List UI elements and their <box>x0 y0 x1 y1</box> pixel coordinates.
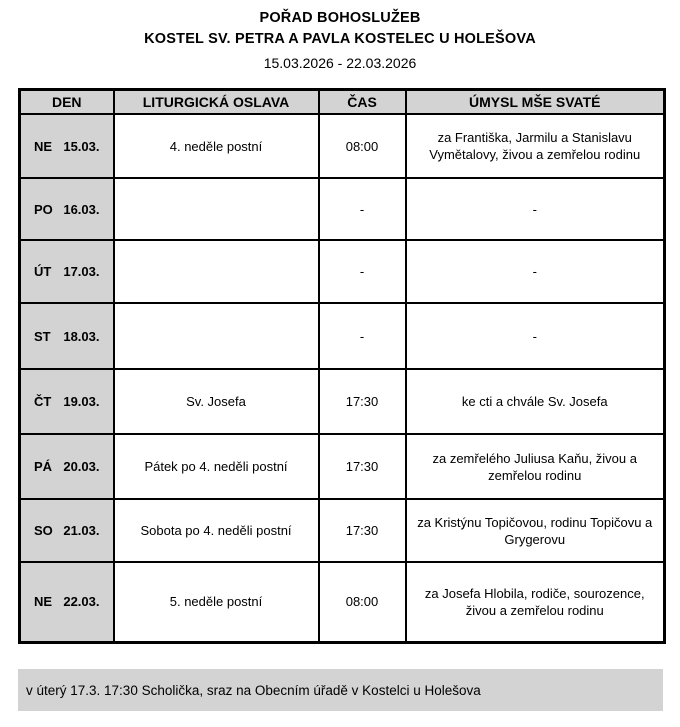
day-cell <box>20 562 114 642</box>
intention-cell: za Josefa Hlobila, rodiče, sourozence, živou a zemřelou rodinu <box>406 562 665 642</box>
celebration-cell <box>114 303 319 369</box>
celebration-cell: Pátek po 4. neděli postní <box>114 434 319 499</box>
day-date: 21.03. <box>63 523 100 538</box>
table-row <box>20 303 665 369</box>
day-cell <box>20 434 114 499</box>
time-cell: 08:00 <box>319 114 406 178</box>
col-header-liturgical: LITURGICKÁ OSLAVA <box>114 90 319 115</box>
table-row <box>20 499 665 562</box>
celebration-cell <box>114 240 319 303</box>
footer-note-bar <box>18 669 663 711</box>
celebration-cell: Sobota po 4. neděli postní <box>114 499 319 562</box>
celebration-cell: 5. neděle postní <box>114 562 319 642</box>
intention-cell: za Kristýnu Topičovou, rodinu Topičovu a Grygerovu <box>406 499 665 562</box>
intention-cell: - <box>406 240 665 303</box>
day-code: NE <box>34 138 53 154</box>
table-row <box>20 369 665 434</box>
day-date: 17.03. <box>63 264 100 279</box>
time-cell: 17:30 <box>319 369 406 434</box>
col-header-den: DEN <box>20 90 114 115</box>
day-cell <box>20 240 114 303</box>
intention-cell: za Františka, Jarmilu a Stanislavu Vymětalovy, živou a zemřelou rodinu <box>406 114 665 178</box>
day-cell <box>20 114 114 178</box>
intention-cell: - <box>406 178 665 240</box>
day-date: 19.03. <box>63 394 100 409</box>
intention-cell: za zemřelého Juliusa Kaňu, živou a zemřelou rodinu <box>406 434 665 499</box>
time-cell: 17:30 <box>319 434 406 499</box>
celebration-cell: Sv. Josefa <box>114 369 319 434</box>
day-date: 16.03. <box>63 201 100 217</box>
day-code: ÚT <box>34 264 52 279</box>
church-title: KOSTEL SV. PETRA A PAVLA KOSTELEC U HOLEŠOVA <box>144 31 536 47</box>
day-code: NE <box>34 594 53 610</box>
day-date: 22.03. <box>63 594 100 610</box>
day-code: ČT <box>34 394 52 409</box>
day-code: SO <box>34 523 53 538</box>
day-code: PO <box>34 201 53 217</box>
footer-note: v úterý 17.3. 17:30 Scholička, sraz na Obecním úřadě v Kostelci u Holešova <box>26 682 481 698</box>
header-row <box>20 90 665 115</box>
day-cell <box>20 178 114 240</box>
col-header-intention: ÚMYSL MŠE SVATÉ <box>406 90 665 115</box>
table-row <box>20 240 665 303</box>
day-code: PÁ <box>34 459 53 474</box>
celebration-cell: 4. neděle postní <box>114 114 319 178</box>
table-row <box>20 114 665 178</box>
time-cell: - <box>319 178 406 240</box>
intention-cell: ke cti a chvále Sv. Josefa <box>406 369 665 434</box>
time-cell: - <box>319 303 406 369</box>
schedule-table <box>18 88 666 644</box>
document-header <box>0 8 680 74</box>
day-cell <box>20 303 114 369</box>
date-range: 15.03.2026 - 22.03.2026 <box>263 55 417 71</box>
day-date: 15.03. <box>63 138 100 154</box>
day-date: 18.03. <box>63 328 100 344</box>
day-cell <box>20 499 114 562</box>
intention-cell: - <box>406 303 665 369</box>
celebration-cell <box>114 178 319 240</box>
day-date: 20.03. <box>63 459 100 474</box>
time-cell: - <box>319 240 406 303</box>
table-row <box>20 434 665 499</box>
time-cell: 17:30 <box>319 499 406 562</box>
time-cell: 08:00 <box>319 562 406 642</box>
day-code: ST <box>34 328 51 344</box>
page-title: POŘAD BOHOSLUŽEB <box>259 10 421 26</box>
table-row <box>20 562 665 642</box>
col-header-time: ČAS <box>319 90 406 115</box>
day-cell <box>20 369 114 434</box>
table-row <box>20 178 665 240</box>
